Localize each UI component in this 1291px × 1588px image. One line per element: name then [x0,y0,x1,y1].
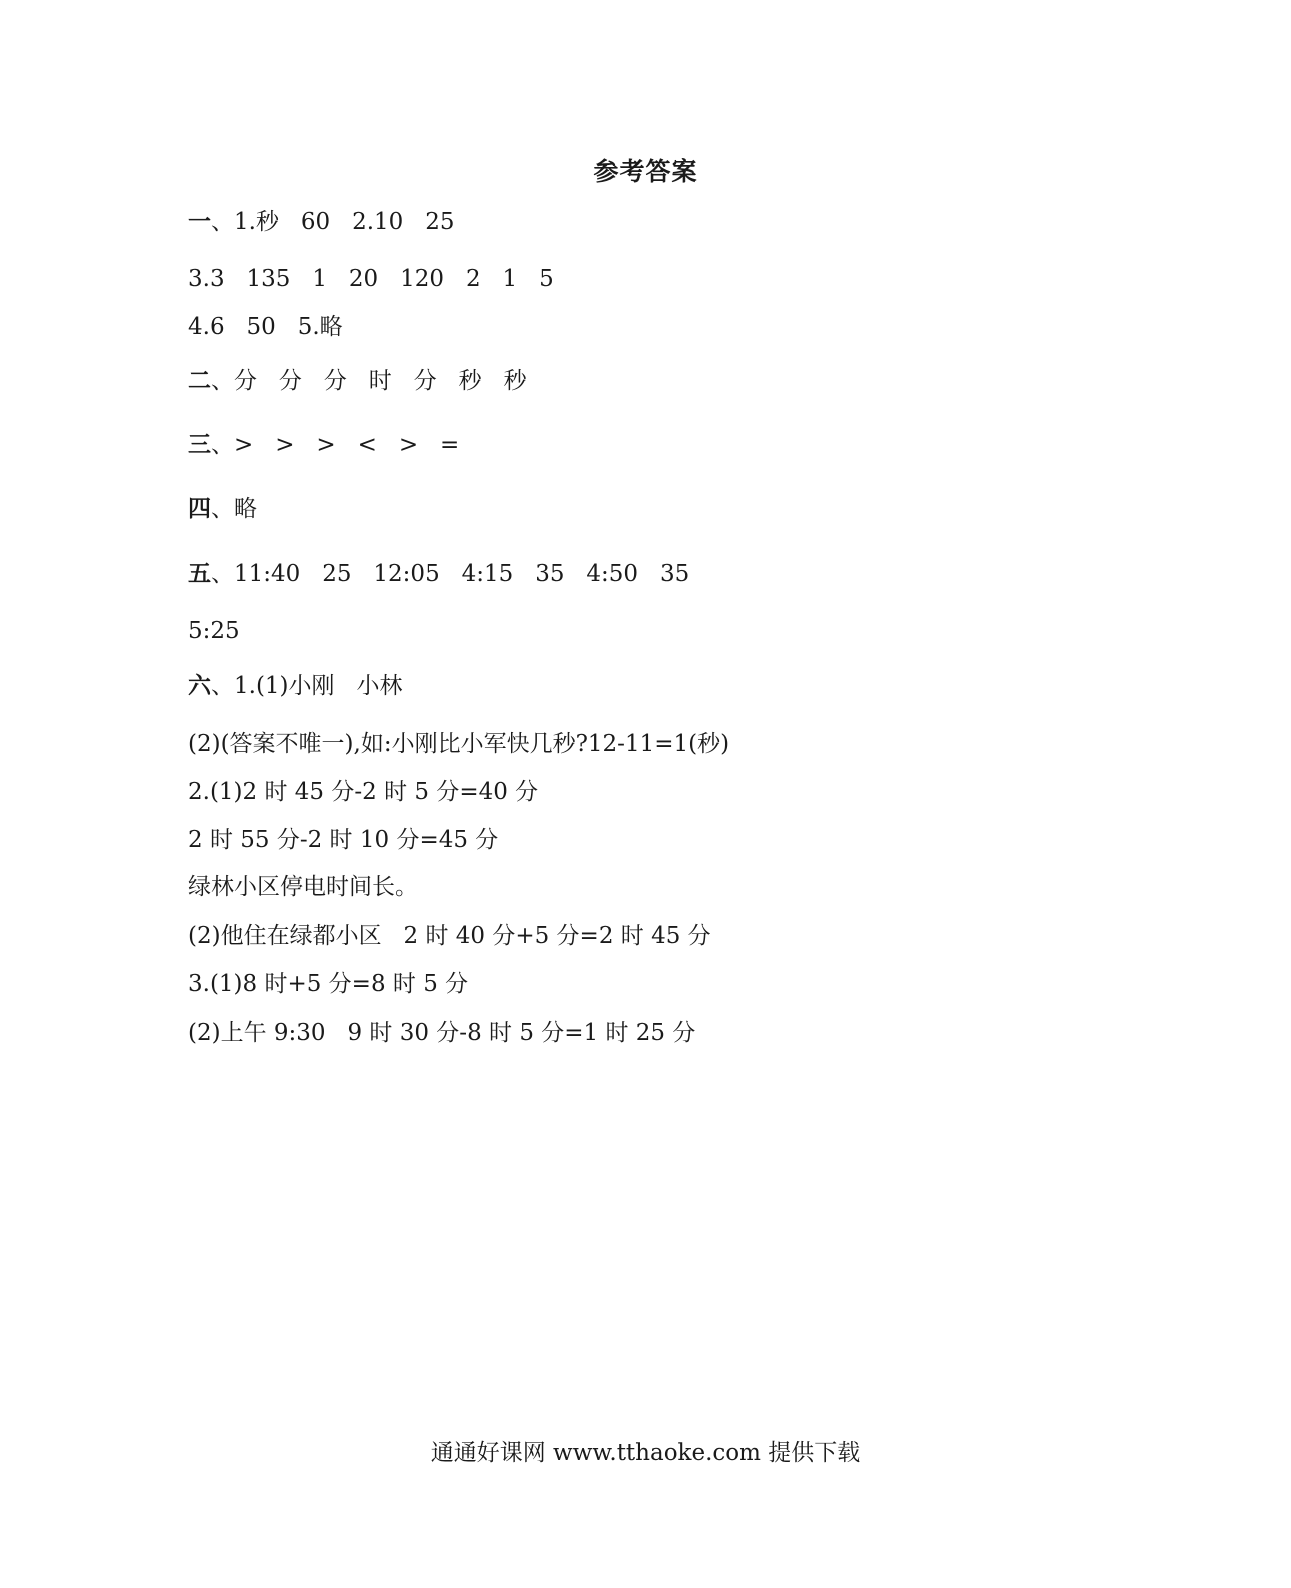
answer-line [188,777,538,807]
answer-text: 绿林小区停电时间长。 [188,874,418,900]
footer-watermark: 通通好课网 www.tthaoke.com 提供下载 [430,1440,861,1466]
answer-line [188,207,455,237]
answer-text: 、1.秒 60 2.10 25 [211,209,455,235]
answer-line [188,671,402,701]
answer-text: 4.6 50 5.略 [188,314,343,340]
section-number: 四 [188,495,211,522]
answer-line [188,729,729,759]
answer-line [188,872,418,902]
section-number: 一 [188,208,211,235]
section-number: 五 [188,560,211,587]
section-number: 二 [188,367,211,394]
answer-text: 5:25 [188,618,240,644]
answer-text: 、分 分 分 时 分 秒 秒 [211,368,527,394]
answer-line [188,921,711,951]
answer-text: 3.(1)8 时+5 分=8 时 5 分 [188,971,469,997]
answer-line [188,430,459,460]
section-number: 三 [188,431,211,458]
answer-text: 、略 [211,496,257,522]
answer-line [188,264,554,294]
section-number: 六 [188,672,211,699]
answer-line [188,494,257,524]
answer-text: 2 时 55 分-2 时 10 分=45 分 [188,827,499,853]
answer-line [188,1018,695,1048]
page-title: 参考答案 [593,157,698,186]
answer-text: 2.(1)2 时 45 分-2 时 5 分=40 分 [188,779,539,805]
answer-text: 3.3 135 1 20 120 2 1 5 [188,266,554,292]
answer-text: 、11:40 25 12:05 4:15 35 4:50 35 [211,561,690,587]
answer-line [188,312,343,342]
answer-text: (2)(答案不唯一),如:小刚比小军快几秒?12-11=1(秒) [188,731,730,757]
answer-line [188,969,468,999]
answer-text: (2)他住在绿都小区 2 时 40 分+5 分=2 时 45 分 [188,923,711,949]
answer-line [188,559,689,589]
answer-line [188,616,240,646]
answer-text: 、1.(1)小刚 小林 [211,673,403,699]
answer-text: (2)上午 9:30 9 时 30 分-8 时 5 分=1 时 25 分 [188,1020,696,1046]
answer-line [188,825,498,855]
answer-line [188,366,527,396]
answer-text: 、> > > < > = [211,432,460,458]
